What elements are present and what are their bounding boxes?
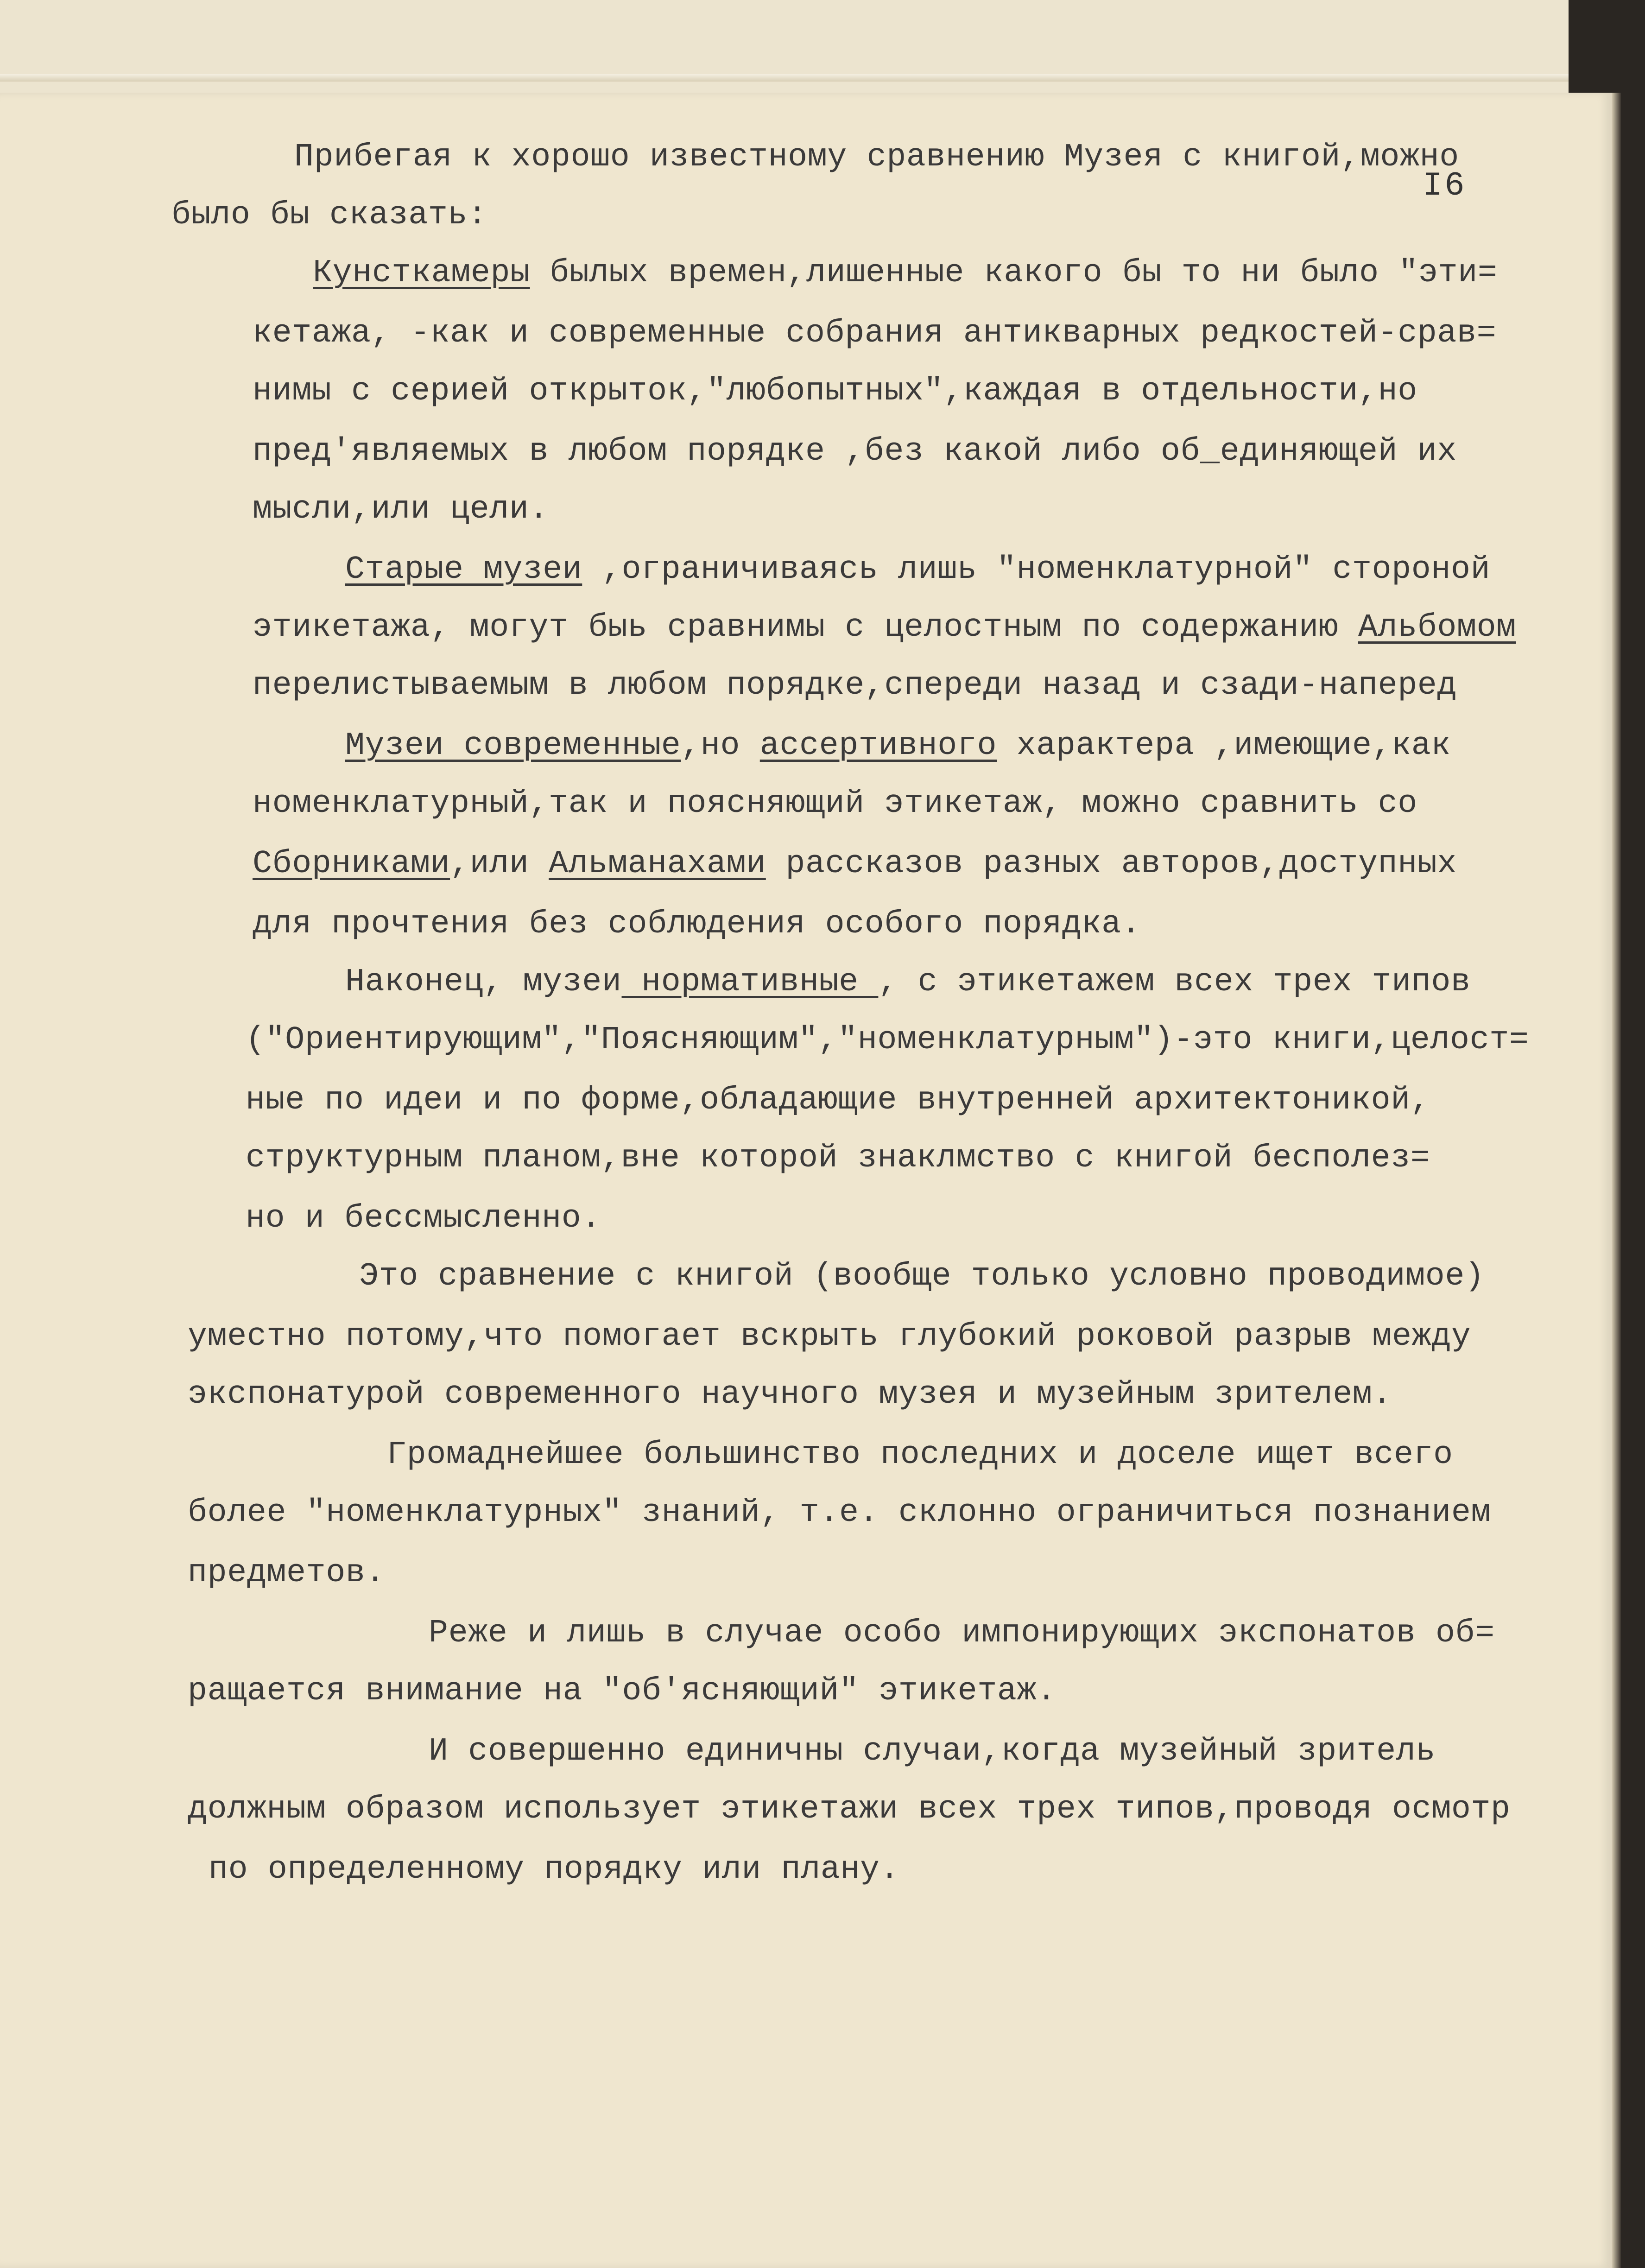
text-segment: ,но: [681, 728, 760, 764]
text-segment: характера ,имеющие,как: [997, 728, 1451, 764]
text-segment: былых времен,лишенные какого бы то ни было "эти=: [530, 255, 1498, 291]
text-segment: было бы сказать:: [171, 197, 487, 234]
page-edge-shadow: [1612, 93, 1621, 2268]
text-segment: ,или: [450, 846, 549, 882]
text-line: [253, 906, 1141, 943]
text-segment: по определенному порядку или плану.: [209, 1851, 900, 1888]
text-segment: Реже и лишь в случае особо импонирующих экспонатов об=: [429, 1615, 1495, 1652]
text-segment: Громаднейшее большинство последних и доселе ищет всего: [387, 1437, 1453, 1473]
text-line: [188, 1555, 385, 1592]
text-line: [429, 1733, 1436, 1770]
text-segment: но и бессмысленно.: [246, 1200, 601, 1237]
text-segment: номенклатурный,так и поясняющий этикетаж, можно сравнить со: [253, 786, 1417, 822]
text-line: [253, 609, 1516, 646]
text-line: [345, 964, 1471, 1001]
text-line: [253, 846, 1457, 883]
text-line: [246, 1022, 1529, 1059]
underlined-term: Старые музеи: [345, 551, 582, 588]
text-segment: кетажа, -как и современные собрания антикварных редкостей-срав=: [253, 315, 1497, 352]
underlined-term: ассертивного: [759, 728, 997, 764]
text-segment: экспонатурой современного научного музея и музейным зрителем.: [188, 1376, 1392, 1413]
text-segment: Это сравнение с книгой (вообще только условно проводимое): [359, 1258, 1485, 1295]
text-line: [253, 786, 1417, 823]
text-segment: должным образом использует этикетажи всех трех типов,проводя осмотр: [188, 1791, 1511, 1828]
text-line: [188, 1376, 1392, 1413]
page-number: I6: [1423, 167, 1467, 205]
text-segment: рассказов разных авторов,доступных: [766, 846, 1457, 882]
text-segment: пред'являемых в любом порядке ,без какой либо об_единяющей их: [253, 433, 1457, 470]
text-segment: более "номенклатурных" знаний, т.е. склонно ограничиться познанием: [188, 1495, 1491, 1531]
text-segment: ,ограничиваясь лишь "номенклатурной" стороной: [582, 551, 1491, 588]
text-line: [313, 255, 1497, 292]
text-segment: Наконец, музеи: [345, 964, 622, 1001]
text-line: [188, 1495, 1491, 1532]
text-segment: структурным планом,вне которой знаклмство с книгой бесполез=: [246, 1140, 1430, 1177]
underlined-term: Кунсткамеры: [313, 255, 530, 291]
underlined-term: Сборниками: [253, 846, 450, 882]
text-line: [171, 197, 487, 234]
text-segment: ("Ориентирующим","Поясняющим","номенклатурным")-это книги,целост=: [246, 1022, 1529, 1058]
text-line: [188, 1318, 1471, 1356]
text-segment: Прибегая к хорошо известному сравнению Музея с книгой,можно: [294, 139, 1459, 176]
text-line: [253, 433, 1457, 470]
text-line: [387, 1437, 1453, 1474]
text-segment: ные по идеи и по форме,обладающие внутренней архитектоникой,: [246, 1082, 1430, 1119]
text-line: [359, 1258, 1485, 1295]
text-segment: мысли,или цели.: [253, 491, 549, 528]
text-segment: для прочтения без соблюдения особого порядка.: [253, 906, 1141, 943]
text-line: [209, 1851, 899, 1888]
text-segment: перелистываемым в любом порядке,спереди назад и сзади-наперед: [253, 667, 1457, 704]
text-segment: предметов.: [188, 1555, 386, 1591]
text-line: [294, 139, 1459, 176]
text-line: [188, 1791, 1511, 1828]
underlined-term: Альманахами: [549, 846, 766, 882]
typewritten-page: [0, 93, 1612, 2268]
text-segment: этикетажа, могут быь сравнимы с целостным по содержанию: [253, 609, 1358, 646]
text-segment: , с этикетажем всех трех типов: [878, 964, 1471, 1001]
text-segment: И совершенно единичны случаи,когда музейный зритель: [429, 1733, 1436, 1770]
text-line: [253, 667, 1457, 704]
text-line: [345, 728, 1451, 765]
text-segment: нимы с серией открыток,"любопытных",каждая в отдельности,но: [253, 373, 1417, 410]
underlined-term: Музеи современные: [345, 728, 681, 764]
underlined-term: нормативные: [621, 964, 879, 1001]
underlined-term: Альбомом: [1358, 609, 1516, 646]
text-line: [429, 1615, 1495, 1652]
sheet-fold-edge: [0, 74, 1569, 82]
text-line: [253, 315, 1496, 352]
text-line: [188, 1673, 1057, 1710]
text-line: [246, 1140, 1430, 1177]
text-line: [253, 373, 1417, 410]
text-segment: ращается внимание на "об'ясняющий" этикетаж.: [188, 1673, 1057, 1710]
text-line: [246, 1082, 1430, 1119]
text-line: [345, 551, 1490, 589]
text-line: [253, 491, 549, 528]
text-segment: уместно потому,что помогает вскрыть глубокий роковой разрыв между: [188, 1318, 1471, 1355]
text-line: [246, 1200, 601, 1237]
